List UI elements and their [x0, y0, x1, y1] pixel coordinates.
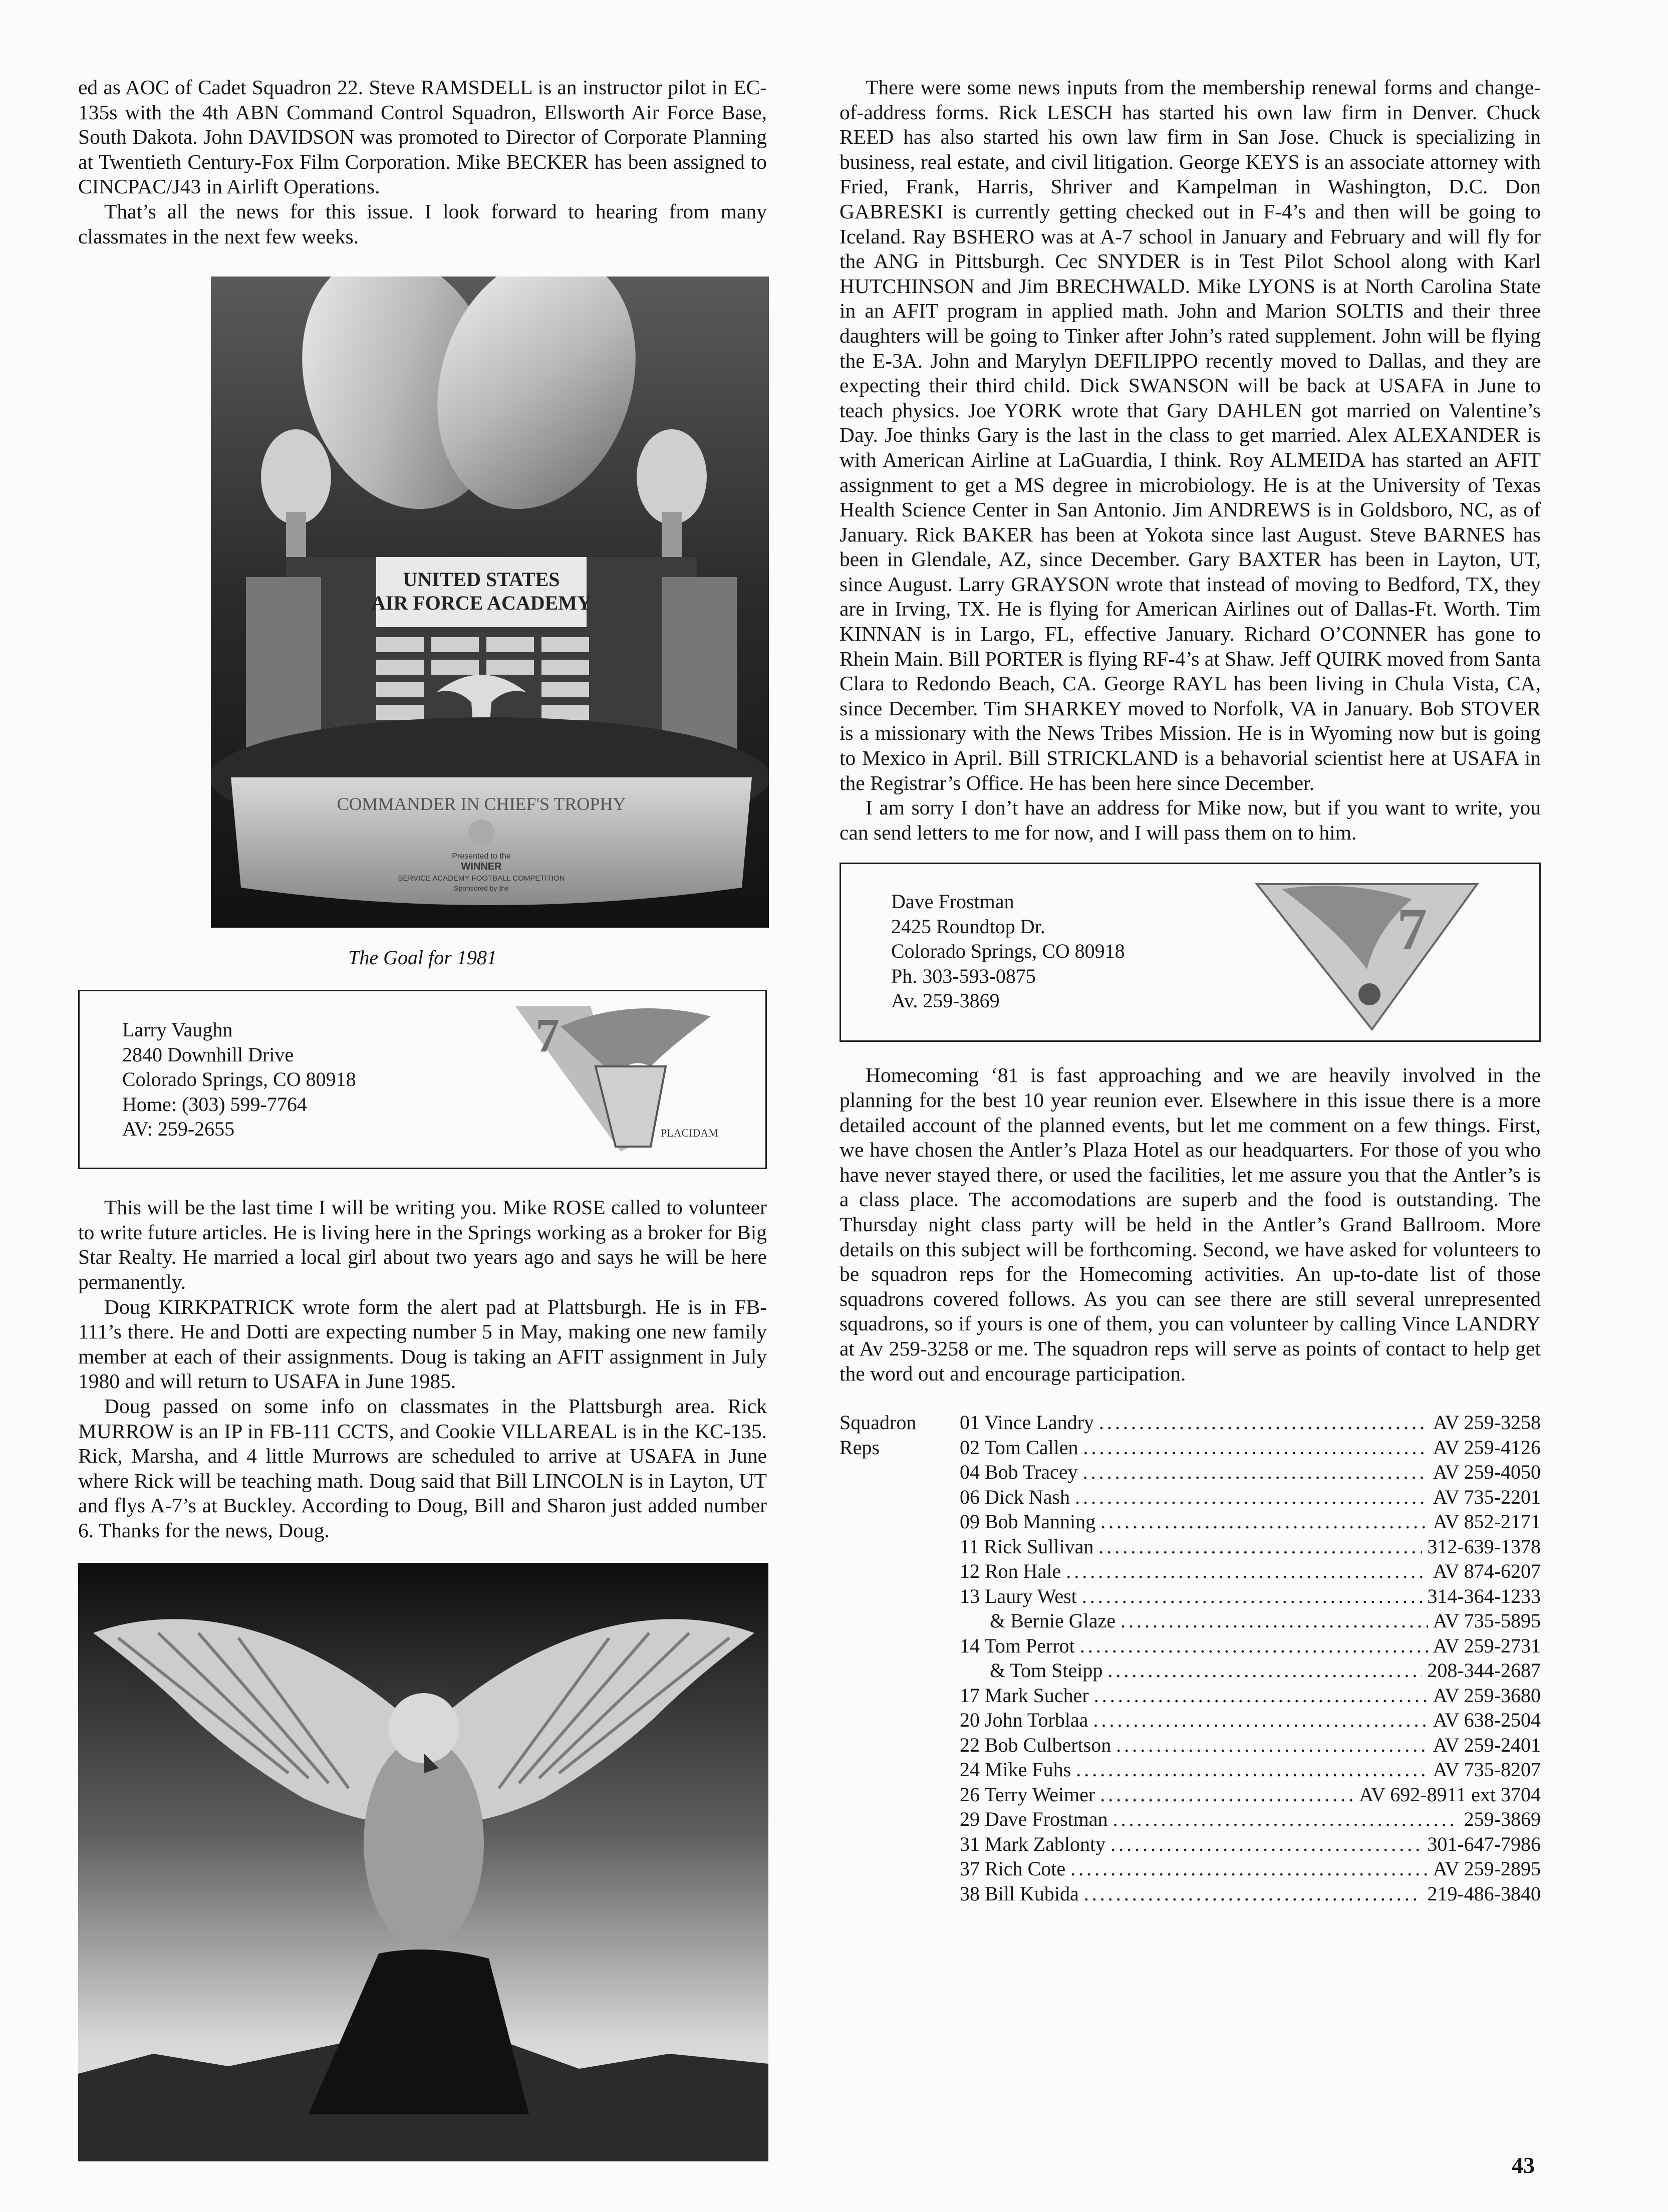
dot-leader: [1066, 1559, 1428, 1584]
address-box-vaughn: [78, 990, 767, 1169]
rep-name: 06 Dick Nash: [960, 1485, 1070, 1508]
body-paragraph: Doug passed on some info on classmates in the Plattsburgh area. Rick MURROW is an IP in FB-111 CCTS, and Cookie VILLAREAL is in the KC-135. Rick, Marsha, and 4 little Murrows are scheduled to arrive at USAFA in June where Rick will be teaching math. Doug said that Bill LINCOLN is in Layton, UT and flys A-7’s at Buckley. According to Doug, Bill and Sharon just added number 6. Thanks for the news, Doug.: [78, 1394, 767, 1542]
dot-leader: [1075, 1485, 1428, 1510]
address-av: Av. 259-3869: [891, 989, 1000, 1012]
dot-leader: [1098, 1534, 1422, 1559]
rep-phone: AV 259-4126: [1433, 1436, 1541, 1459]
dot-leader: [1083, 1460, 1428, 1485]
dot-leader: [1116, 1733, 1428, 1758]
body-paragraph: Doug KIRKPATRICK wrote form the alert pad at Plattsburgh. He is in FB-111’s there. He and Dotti are expecting number 5 in May, making one new family member at each of their assignments. Doug is taking an AFIT assignment in July 1980 and will return to USAFA in June 1985.: [78, 1295, 767, 1393]
rep-phone: 219-486-3840: [1427, 1882, 1541, 1905]
address-home-phone: Home: (303) 599-7764: [122, 1092, 307, 1116]
rep-phone: 314-364-1233: [1427, 1584, 1541, 1607]
address-city: Colorado Springs, CO 80918: [891, 940, 1125, 963]
rep-row: [960, 1633, 1541, 1658]
rep-name: 01 Vince Landry: [960, 1411, 1094, 1434]
sponsored-text: Sponsored by the: [454, 884, 509, 893]
rep-phone: AV 692-8911 ext 3704: [1359, 1783, 1541, 1806]
rep-row: [960, 1683, 1541, 1708]
rep-row: [960, 1708, 1541, 1733]
rep-name: 13 Laury West: [960, 1584, 1077, 1607]
address-box-frostman: [840, 863, 1541, 1042]
rep-name: & Bernie Glaze: [990, 1609, 1116, 1632]
band-text: COMMANDER IN CHIEF'S TROPHY: [337, 794, 626, 814]
rep-name: 37 Rich Cote: [960, 1857, 1066, 1880]
address-street: 2425 Roundtop Dr.: [891, 915, 1045, 938]
rep-row: [960, 1658, 1541, 1683]
rep-name: 26 Terry Weimer: [960, 1783, 1095, 1806]
body-paragraph: I am sorry I don’t have an address for Mike now, but if you want to write, you can send letters to me for now, and I will pass them on to him.: [840, 796, 1541, 844]
dot-leader: [1100, 1782, 1354, 1807]
dot-leader: [1107, 1658, 1422, 1683]
rep-name: 02 Tom Callen: [960, 1436, 1078, 1459]
rep-phone: 259-3869: [1464, 1808, 1541, 1831]
reps-entries: [960, 1410, 1541, 1906]
dot-leader: [1113, 1807, 1459, 1832]
class-crest-icon: [1247, 869, 1487, 1034]
rep-row: [960, 1832, 1541, 1857]
address-av: AV: 259-2655: [122, 1118, 235, 1141]
plaque-line-2: AIR FORCE ACADEMY: [371, 592, 592, 615]
left-column: [78, 75, 767, 2161]
dot-leader: [1076, 1757, 1428, 1782]
page-number: 43: [1512, 2152, 1535, 2178]
crest-text: PLACIDAM: [661, 1127, 718, 1140]
photo-caption: The Goal for 1981: [348, 946, 497, 969]
svg-text:7: 7: [1397, 896, 1427, 963]
rep-phone: AV 852-2171: [1433, 1510, 1541, 1533]
rep-name: 31 Mark Zablonty: [960, 1832, 1106, 1855]
rep-phone: 208-344-2687: [1427, 1659, 1541, 1682]
address-name: Larry Vaughn: [122, 1018, 233, 1041]
body-paragraph: ed as AOC of Cadet Squadron 22. Steve RAMSDELL is an instructor pilot in EC-135s with the 4th ABN Command Control Squadron, Ellsworth Air Force Base, South Dakota. John DAVIDSON was promoted to Director of Corporate Planning at Twentieth Century-Fox Film Corporation. Mike BECKER has been assigned to CINCPAC/J43 in Airlift Operations.: [78, 76, 767, 198]
rep-row: [960, 1782, 1541, 1807]
rep-phone: AV 735-8207: [1433, 1758, 1541, 1781]
rep-row: [960, 1435, 1541, 1460]
rep-row: [960, 1608, 1541, 1633]
dot-leader: [1082, 1584, 1423, 1609]
rep-row: [960, 1559, 1541, 1584]
dot-leader: [1100, 1509, 1428, 1534]
rep-phone: AV 259-3258: [1433, 1411, 1541, 1434]
presented-text: Presented to the: [452, 852, 511, 861]
dot-leader: [1084, 1881, 1423, 1906]
rep-name: 20 John Torblaa: [960, 1709, 1088, 1732]
right-column: [840, 75, 1541, 1906]
dot-leader: [1080, 1633, 1428, 1658]
rep-row: [960, 1485, 1541, 1510]
body-paragraph: There were some news inputs from the membership renewal forms and change-of-address forms. Rick LESCH has started his own law firm in Denver. Chuck REED has also started his own law firm in San Jose. Chuck is specializing in business, real estate, and civil litigation. George KEYS is an associate attorney with Fried, Frank, Harris, Shriver and Kampelman in Washington, D.C. Don GABRESKI is currently getting checked out in F-4’s and then will be going to Iceland. Ray BSHERO was at A-7 school in January and February and will fly for the ANG in Pittsburgh. Cec SNYDER is in Test Pilot School along with Karl HUTCHINSON and Jim BRECHWALD. Mike LYONS is at North Carolina State in an AFIT program in applied math. John and Marion SOLTIS and their three daughters will be going to Tinker after John’s rated supplement. John will be flying the E-3A. John and Marylyn DEFILIPPO recently moved to Dallas, and they are expecting their third child. Dick SWANSON will be back at USAFA in June to teach physics. Joe YORK wrote that Gary DAHLEN got married on Valentine’s Day. Joe thinks Gary is the last in the class to get married. Alex ALEXANDER is with American Airline at LaGuardia, I think. Roy ALMEIDA has started an AFIT assignment to get a MS degree in microbiology. He is at the University of Texas Health Science Center in San Antonio. Jim ANDREWS is in Goldsboro, NC, as of January. Rick BAKER has been at Yokota since last August. Steve BARNES has been in Glendale, AZ, since December. Gary BAXTER has been in Layton, UT, since August. Larry GRAYSON wrote that instead of moving to Bedford, TX, they are in Irving, TX. He is flying for American Airlines out of Dallas-Ft. Worth. Tim KINNAN is in Largo, FL, effective January. Richard O’CONNER has gone to Rhein Main. Bill PORTER is flying RF-4’s at Shaw. Jeff QUIRK moved from Santa Clara to Redondo Beach, CA. George RAYL has been living in Chula Vista, CA, since December. Tim SHARKEY moved to Norfolk, VA in January. Bob STOVER is a missionary with the News Tribes Mission. He is in Wyoming now but is going to Mexico in April. Bill STRICKLAND is a behavorial scientist here at USAFA in the Registrar’s Office. He has been here since December.: [840, 76, 1541, 794]
rep-phone: AV 259-3680: [1433, 1684, 1541, 1707]
dot-leader: [1070, 1856, 1428, 1881]
address-name: Dave Frostman: [891, 890, 1014, 913]
rep-phone: AV 259-2401: [1433, 1733, 1541, 1756]
rep-row: [960, 1733, 1541, 1758]
rep-name: 22 Bob Culbertson: [960, 1733, 1111, 1756]
body-paragraph: Homecoming ‘81 is fast approaching and we are heavily involved in the planning for the best 10 year reunion ever. Elsewhere in this issue there is a more detailed account of the planned events, but let me comment on a few things. First, we have chosen the Antler’s Plaza Hotel as our headquarters. For those of you who have never stayed there, or used the facilities, let me assure you that the Antler’s is a class place. The accomodations are superb and the food is outstanding. The Thursday night class party will be held in the Antler’s Grand Ballroom. More details on this subject will be forthcoming. Second, we have asked for volunteers to be squadron reps for the Homecoming activities. An up-to-date list of those squadrons covered follows. As you can see there are still several unrepresented squadrons, so if yours is one of them, you can volunteer by calling Vince LANDRY at Av 259-3258 or me. The squadron reps will serve as points of contact to help get the word out and encourage participation.: [840, 1063, 1541, 1385]
rep-name: 12 Ron Hale: [960, 1560, 1061, 1583]
rep-row: [960, 1584, 1541, 1609]
rep-row: [960, 1881, 1541, 1906]
reps-label: Squadron Reps: [840, 1411, 917, 1459]
plaque-line-1: UNITED STATES: [403, 568, 560, 591]
trophy-photo: [211, 276, 769, 928]
rep-phone: AV 874-6207: [1433, 1560, 1541, 1583]
rep-row: [960, 1534, 1541, 1559]
rep-name: 11 Rick Sullivan: [960, 1535, 1094, 1558]
body-paragraph: This will be the last time I will be writing you. Mike ROSE called to volunteer to write future articles. He is living here in the Springs working as a broker for Big Star Realty. He married a local girl about two years ago and says he will be here permanently.: [78, 1196, 767, 1293]
rep-name: 17 Mark Sucher: [960, 1684, 1089, 1707]
rep-name: 29 Dave Frostman: [960, 1808, 1108, 1831]
rep-name: 14 Tom Perrot: [960, 1634, 1075, 1657]
dot-leader: [1093, 1708, 1428, 1733]
rep-row: [960, 1807, 1541, 1832]
winner-text: WINNER: [461, 861, 502, 873]
dot-leader: [1083, 1435, 1428, 1460]
dot-leader: [1121, 1608, 1428, 1633]
rep-row: [960, 1856, 1541, 1881]
rep-phone: 312-639-1378: [1427, 1535, 1541, 1558]
rep-phone: AV 259-4050: [1433, 1461, 1541, 1484]
squadron-reps-list: [840, 1410, 1541, 1906]
rep-phone: AV 638-2504: [1433, 1709, 1541, 1732]
rep-phone: AV 259-2731: [1433, 1634, 1541, 1657]
rep-name: 09 Bob Manning: [960, 1510, 1096, 1533]
trophy-illustration: [211, 276, 769, 928]
rep-row: [960, 1410, 1541, 1435]
rep-name: & Tom Steipp: [990, 1659, 1103, 1682]
dot-leader: [1110, 1832, 1422, 1857]
address-phone: Ph. 303-593-0875: [891, 964, 1036, 987]
address-city: Colorado Springs, CO 80918: [122, 1068, 356, 1091]
body-paragraph: That’s all the news for this issue. I look forward to hearing from many classmates in the next few weeks.: [78, 199, 767, 248]
class-crest-icon: [500, 996, 751, 1157]
rep-phone: AV 735-2201: [1433, 1485, 1541, 1508]
rep-name: 04 Bob Tracey: [960, 1461, 1078, 1484]
address-street: 2840 Downhill Drive: [122, 1043, 294, 1066]
rep-row: [960, 1460, 1541, 1485]
rep-phone: 301-647-7986: [1427, 1832, 1541, 1855]
svg-text:7: 7: [535, 1008, 560, 1062]
competition-text: SERVICE ACADEMY FOOTBALL COMPETITION: [398, 874, 565, 883]
falcon-illustration: [78, 1563, 768, 2161]
rep-row: [960, 1509, 1541, 1534]
rep-phone: AV 259-2895: [1433, 1857, 1541, 1880]
dot-leader: [1099, 1410, 1428, 1435]
falcon-photo: [78, 1563, 768, 2161]
rep-phone: AV 735-5895: [1433, 1609, 1541, 1632]
rep-name: 24 Mike Fuhs: [960, 1758, 1071, 1781]
rep-row: [960, 1757, 1541, 1782]
dot-leader: [1094, 1683, 1428, 1708]
rep-name: 38 Bill Kubida: [960, 1882, 1079, 1905]
